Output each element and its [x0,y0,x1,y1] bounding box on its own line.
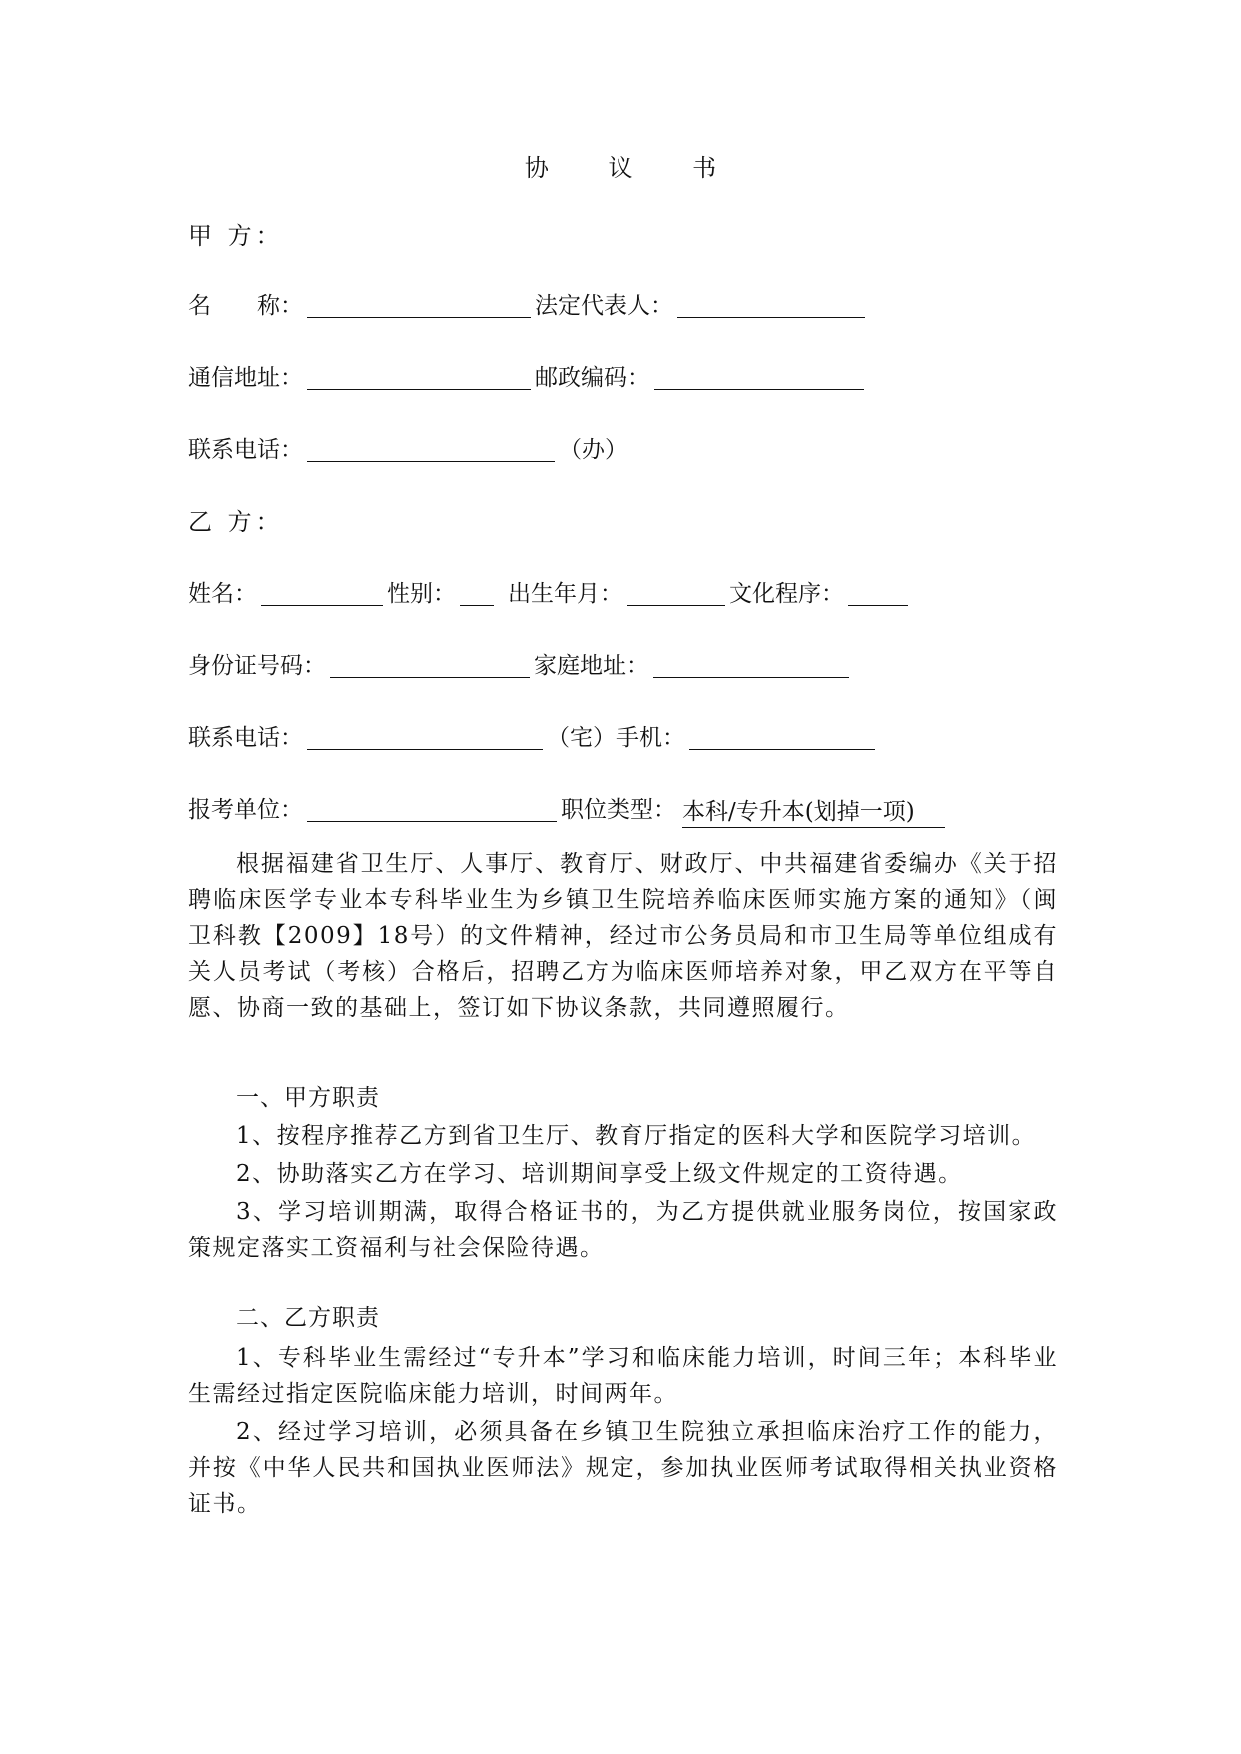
party-b-id-field[interactable] [330,649,530,678]
party-b-home-phone-suffix: （宅） [547,725,616,751]
party-a-label: 甲 方： [188,222,284,250]
party-b-unit-row [188,792,945,828]
party-a-name-row [188,288,869,324]
party-a-legal-rep-field[interactable] [677,289,865,318]
section2-item-1: 1、专科毕业生需经过“专升本”学习和临床能力培训，时间三年；本科毕业生需经过指定医院临床能力培训，时间两年。 [188,1345,1058,1407]
intro-paragraph: 根据福建省卫生厅、人事厅、教育厅、财政厅、中共福建省委编办《关于招聘临床医学专业本专科毕业生为乡镇卫生院培养临床医师实施方案的通知》（闽卫科教【2009】18号）的文件精神，经过市公务员局和市卫生局等单位组成有关人员考试（考核）合格后，招聘乙方为临床医师培养对象，甲乙双方在平等自愿、协商一致的基础上，签订如下协议条款，共同遵照履行。 [188,851,1058,1021]
party-b-id-label: 身份证号码： [188,653,326,679]
party-b-birth-label: 出生年月： [508,581,623,607]
party-b-name-label: 姓名： [188,581,257,607]
section1-heading: 一、甲方职责 [236,1085,380,1111]
party-a-phone-label: 联系电话： [188,437,303,463]
section1-item-1: 1、按程序推荐乙方到省卫生厅、教育厅指定的医科大学和医院学习培训。 [236,1123,1037,1149]
party-b-unit-label: 报考单位： [188,797,303,823]
party-a-header [188,218,284,254]
party-b-name-field[interactable] [261,577,383,606]
intro-block [188,846,1058,1026]
section1-body [188,1118,1058,1266]
party-a-name-label: 名 称： [188,293,303,319]
party-a-postcode-field[interactable] [654,361,864,390]
party-a-phone-field[interactable] [307,433,555,462]
party-b-label: 乙 方： [188,508,284,536]
party-b-home-phone-field[interactable] [307,721,543,750]
party-b-basic-row [188,576,912,612]
party-b-mobile-label: 手机： [616,725,685,751]
section2-heading: 二、乙方职责 [236,1305,380,1331]
party-a-address-row [188,360,868,396]
section1-item-3: 3、学习培训期满，取得合格证书的，为乙方提供就业服务岗位，按国家政策规定落实工资福利与社会保险待遇。 [188,1199,1058,1261]
party-b-header [188,504,284,540]
party-b-gender-label: 性别： [387,581,456,607]
party-b-birth-field[interactable] [627,577,725,606]
party-a-phone-suffix: （办） [559,437,628,463]
party-b-education-field[interactable] [848,577,908,606]
party-a-legal-rep-label: 法定代表人： [535,293,673,319]
section2-body [188,1340,1058,1522]
party-b-phone-label: 联系电话： [188,725,303,751]
party-b-position-value: 本科/专升本(划掉一项) [682,797,945,828]
party-b-position-label: 职位类型： [561,797,676,823]
party-b-id-row [188,648,853,684]
party-b-home-label: 家庭地址： [534,653,649,679]
party-a-name-field[interactable] [307,289,531,318]
party-a-address-label: 通信地址： [188,365,303,391]
document-title: 协 议 书 [524,154,743,182]
party-b-education-label: 文化程序： [729,581,844,607]
section1-item-2: 2、协助落实乙方在学习、培训期间享受上级文件规定的工资待遇。 [236,1161,963,1187]
party-a-phone-row [188,432,628,468]
section2-item-2: 2、经过学习培训，必须具备在乡镇卫生院独立承担临床治疗工作的能力，并按《中华人民共和国执业医师法》规定，参加执业医师考试取得相关执业资格证书。 [188,1419,1058,1517]
party-b-mobile-field[interactable] [689,721,875,750]
party-b-home-field[interactable] [653,649,849,678]
party-b-phone-row [188,720,879,756]
party-b-gender-field[interactable] [460,577,494,606]
party-b-unit-field[interactable] [307,793,557,822]
party-a-postcode-label: 邮政编码： [535,365,650,391]
party-a-address-field[interactable] [307,361,531,390]
